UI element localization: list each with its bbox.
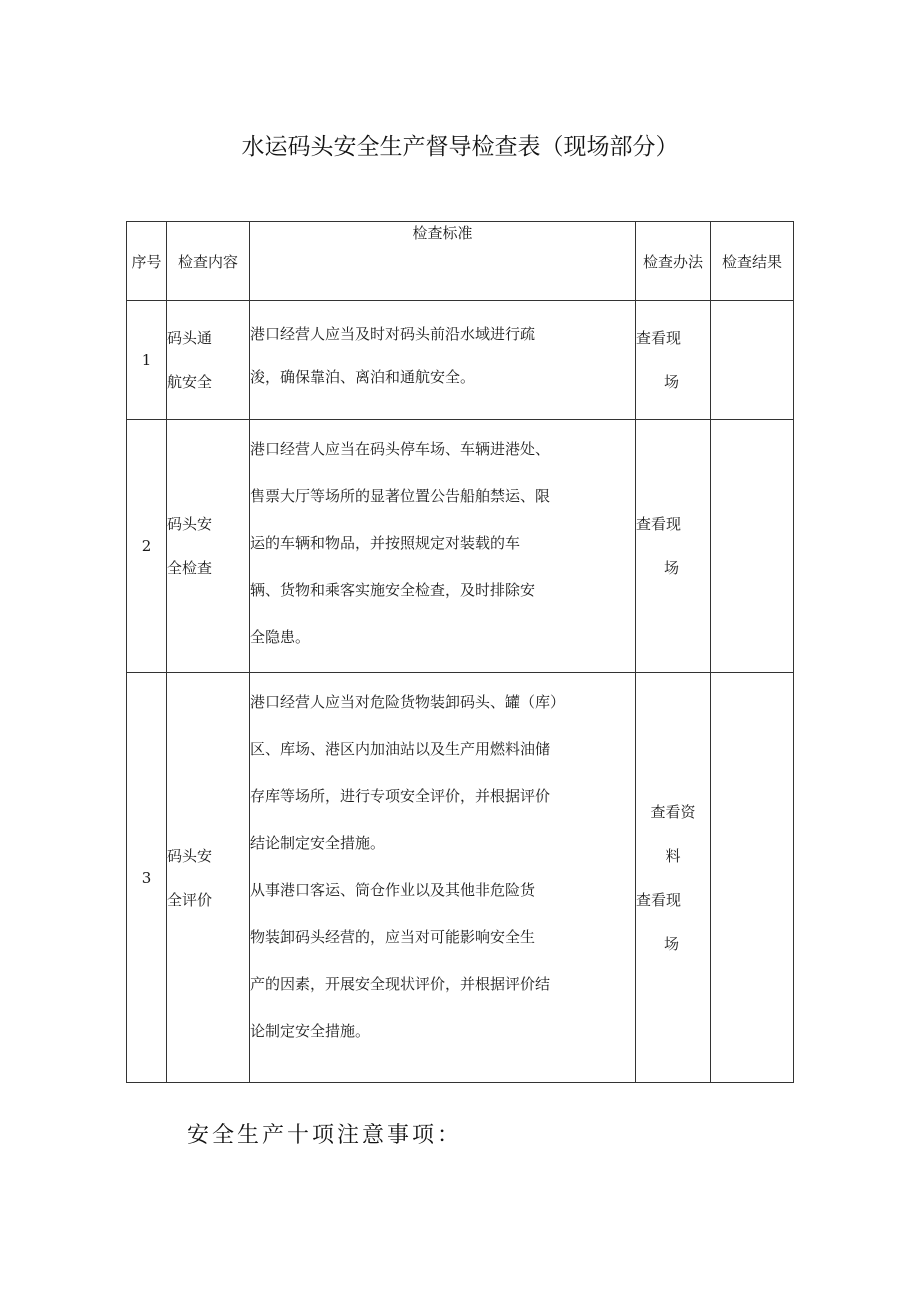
- method-line: 查看现: [636, 890, 682, 909]
- method-line: 料: [665, 846, 681, 865]
- method-line: 查看资: [650, 802, 696, 821]
- method-line: 场: [664, 934, 680, 953]
- method-line: 场: [664, 373, 680, 391]
- standard-line: 港口经营人应当对危险货物装卸码头、罐（库）: [250, 693, 566, 711]
- row-method: [636, 301, 711, 420]
- row-standard: [250, 420, 636, 673]
- method-line: 查看现: [636, 329, 682, 347]
- inspection-table: [126, 221, 794, 1083]
- row-standard: [250, 301, 636, 420]
- row-standard: [250, 673, 636, 1083]
- standard-line: 存库等场所，进行专项安全评价，并根据评价: [250, 787, 551, 805]
- header-standard: 检查标准: [250, 222, 636, 301]
- row-result: [711, 673, 794, 1083]
- method-line: 场: [664, 559, 680, 577]
- standard-line: 产的因素，开展安全现状评价，并根据评价结: [250, 975, 551, 993]
- row-method: [636, 420, 711, 673]
- standard-line: 浚，确保靠泊、离泊和通航安全。: [250, 368, 476, 386]
- row-number: 2: [127, 420, 167, 673]
- standard-line: 论制定安全措施。: [250, 1022, 371, 1040]
- row-result: [711, 301, 794, 420]
- table-row: [127, 301, 794, 420]
- content-line: 航安全: [167, 373, 213, 391]
- row-content: [167, 420, 250, 673]
- method-line: 查看现: [636, 515, 682, 533]
- table-header-row: [127, 222, 794, 301]
- header-content: 检查内容: [167, 222, 250, 301]
- standard-line: 物装卸码头经营的，应当对可能影响安全生: [250, 928, 536, 946]
- row-content: [167, 301, 250, 420]
- standard-line: 区、库场、港区内加油站以及生产用燃料油储: [250, 740, 551, 758]
- notes-heading: 安全生产十项注意事项：: [187, 1123, 463, 1148]
- standard-line: 结论制定安全措施。: [250, 834, 386, 852]
- header-method: 检查办法: [636, 222, 711, 301]
- standard-line: 辆、货物和乘客实施安全检查，及时排除安: [250, 581, 536, 599]
- content-line: 全评价: [167, 890, 213, 909]
- table-row: [127, 420, 794, 673]
- content-line: 码头安: [167, 846, 213, 865]
- content-line: 码头安: [167, 515, 213, 533]
- standard-line: 港口经营人应当在码头停车场、车辆进港处、: [250, 440, 551, 458]
- standard-line: 运的车辆和物品，并按照规定对装载的车: [250, 534, 521, 552]
- row-number: 3: [127, 673, 167, 1083]
- header-result: 检查结果: [711, 222, 794, 301]
- row-method: [636, 673, 711, 1083]
- content-line: 码头通: [167, 329, 213, 347]
- table-row: [127, 673, 794, 1083]
- row-content: [167, 673, 250, 1083]
- standard-line: 从事港口客运、筒仓作业以及其他非危险货: [250, 881, 536, 899]
- standard-line: 售票大厅等场所的显著位置公告船舶禁运、限: [250, 487, 551, 505]
- standard-line: 全隐患。: [250, 628, 311, 646]
- document-title: 水运码头安全生产督导检查表（现场部分）: [241, 134, 679, 160]
- content-line: 全检查: [167, 559, 213, 577]
- standard-line: 港口经营人应当及时对码头前沿水域进行疏: [250, 325, 536, 343]
- header-no: 序号: [127, 222, 167, 301]
- row-result: [711, 420, 794, 673]
- row-number: 1: [127, 301, 167, 420]
